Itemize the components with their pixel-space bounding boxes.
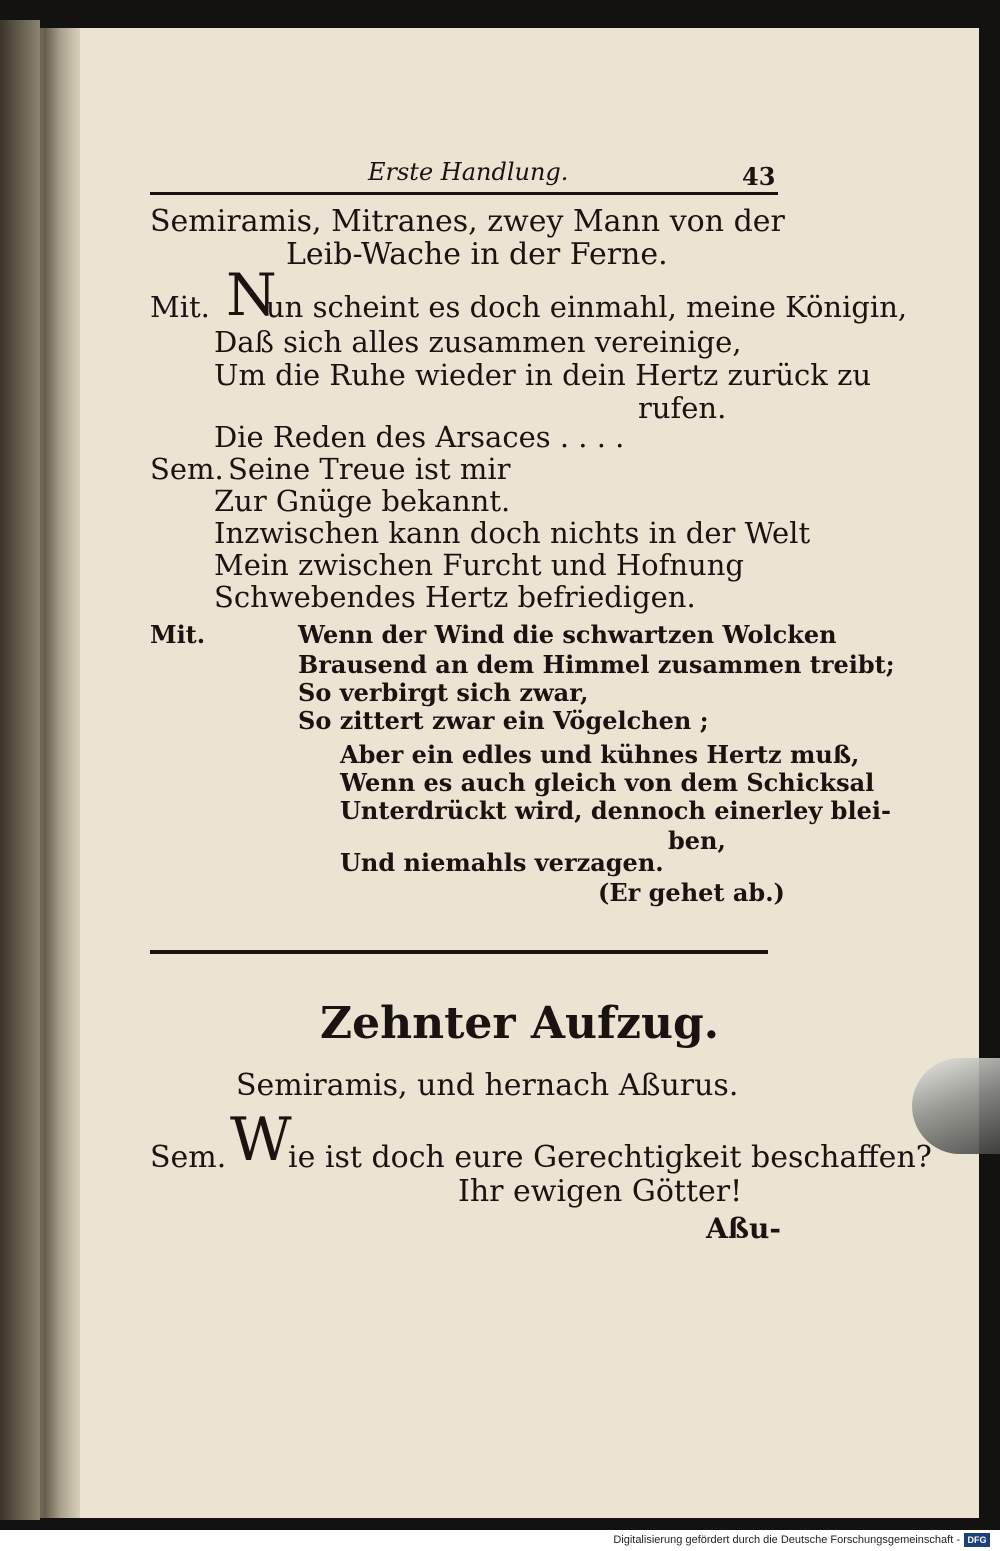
speaker-label: Sem. xyxy=(150,452,224,486)
stage-direction: (Er gehet ab.) xyxy=(598,878,785,907)
aria-line: So verbirgt sich zwar, xyxy=(298,678,589,707)
aria-line: Wenn es auch gleich von dem Schicksal xyxy=(340,768,875,797)
header-rule xyxy=(150,192,778,195)
scene-cast-line: Semiramis, und hernach Aßurus. xyxy=(236,1068,739,1103)
scene-heading: Zehnter Aufzug. xyxy=(320,998,720,1049)
verse-line: Um die Ruhe wieder in dein Hertz zurück zu xyxy=(214,358,872,392)
speaker-label: Sem. xyxy=(150,1140,227,1175)
speaker-label: Mit. xyxy=(150,290,210,324)
drop-cap: W xyxy=(230,1105,292,1175)
scene-cast-line: Semiramis, Mitranes, zwey Mann von der xyxy=(150,204,785,239)
verse-line: Inzwischen kann doch nichts in der Welt xyxy=(214,516,811,550)
page-number: 43 xyxy=(742,162,776,191)
aria-line: So zittert zwar ein Vögelchen ; xyxy=(298,706,709,735)
aria-line: Brausend an dem Himmel zusammen treibt; xyxy=(298,650,895,679)
aria-line: ben, xyxy=(668,826,726,855)
aria-line: Und niemahls verzagen. xyxy=(340,848,664,877)
footer-bar xyxy=(0,1530,1000,1551)
verse-line: Ihr ewigen Götter! xyxy=(458,1174,743,1209)
verse-line: rufen. xyxy=(638,391,727,425)
speaker-label: Mit. xyxy=(150,620,206,649)
dfg-logo-icon: DFG xyxy=(964,1533,990,1547)
scene-cast-line: Leib-Wache in der Ferne. xyxy=(286,237,668,272)
running-title: Erste Handlung. xyxy=(368,158,569,186)
verse-line: Die Reden des Arsaces . . . . xyxy=(214,420,625,454)
verse-line: Daß sich alles zusammen vereinige, xyxy=(214,325,742,359)
verse-line: Schwebendes Hertz befriedigen. xyxy=(214,580,696,614)
footer-credit: Digitalisierung gefördert durch die Deutsche Forschungsgemeinschaft - xyxy=(613,1534,960,1546)
verse-line: Mein zwischen Furcht und Hofnung xyxy=(214,548,744,582)
verse-line: ie ist doch eure Gerechtigkeit beschaffen? xyxy=(288,1140,932,1175)
drop-cap: N xyxy=(226,261,277,329)
scene-divider xyxy=(150,950,768,954)
catchword: Aßu- xyxy=(706,1212,781,1245)
verse-line: un scheint es doch einmahl, meine Königin, xyxy=(266,290,908,324)
aria-line: Wenn der Wind die schwartzen Wolcken xyxy=(298,620,837,649)
aria-line: Unterdrückt wird, dennoch einerley blei- xyxy=(340,796,891,825)
verse-line: Zur Gnüge bekannt. xyxy=(214,484,511,518)
verse-line: Seine Treue ist mir xyxy=(228,452,511,486)
aria-line: Aber ein edles und kühnes Hertz muß, xyxy=(340,740,860,769)
